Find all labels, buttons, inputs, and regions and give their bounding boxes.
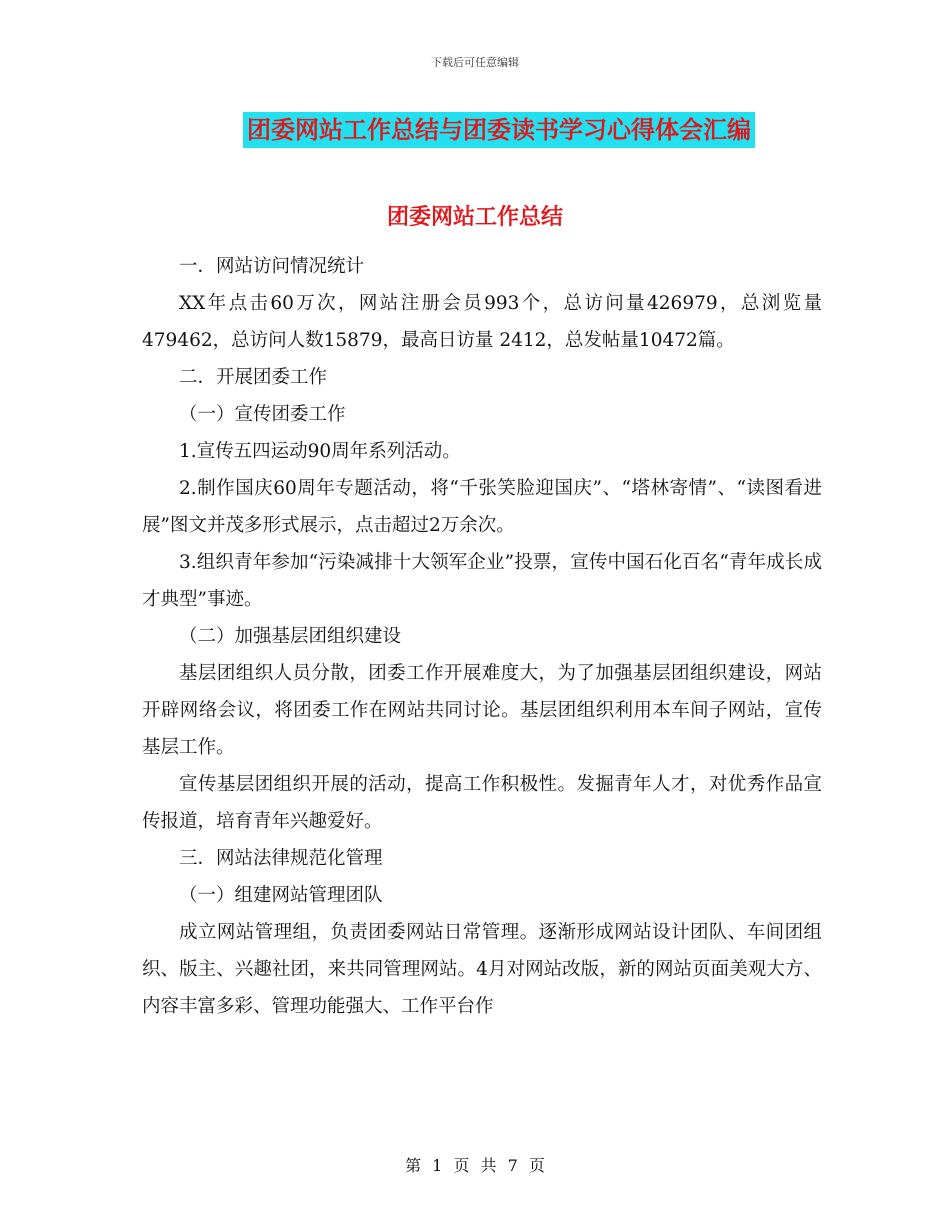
body-text [142, 248, 822, 1025]
list-item: 2.制作国庆60周年专题活动，将“千张笑脸迎国庆”、“塔林寄情”、“读图看进展”图文并茂多形式展示，点击超过2万余次。 [142, 478, 822, 536]
header-note: 下载后可任意编辑 [431, 56, 519, 69]
main-title-wrap [0, 112, 950, 148]
paragraph: 宣传基层团组织开展的活动，提高工作积极性。发掘青年人才，对优秀作品宣传报道，培育青年兴趣爱好。 [142, 774, 822, 832]
heading-1: 一．网站访问情况统计 [179, 256, 365, 277]
heading-3: 三．网站法律规范化管理 [179, 848, 383, 869]
page-footer: 第 1 页 共 7 页 [405, 1156, 545, 1175]
subheading: （二）加强基层团组织建设 [179, 626, 402, 647]
section-title: 团委网站工作总结 [386, 205, 563, 230]
paragraph: 成立网站管理组，负责团委网站日常管理。逐渐形成网站设计团队、车间团组织、版主、兴趣社团，来共同管理网站。4月对网站改版，新的网站页面美观大方、内容丰富多彩、管理功能强大、工作平台作 [142, 922, 822, 1017]
main-title: 团委网站工作总结与团委读书学习心得体会汇编 [243, 112, 755, 148]
list-item: 3.组织青年参加“污染减排十大领军企业”投票，宣传中国石化百名“青年成长成才典型”事迹。 [142, 552, 822, 610]
heading-2: 二．开展团委工作 [179, 367, 328, 388]
paragraph: XX年点击60万次，网站注册会员993个，总访问量426979，总浏览量 479462，总访问人数15879，最高日访量 2412，总发帖量10472篇。 [142, 293, 822, 351]
paragraph: 基层团组织人员分散，团委工作开展难度大，为了加强基层团组织建设，网站开辟网络会议，将团委工作在网站共同讨论。基层团组织利用本车间子网站，宣传基层工作。 [142, 663, 822, 758]
subheading: （一）组建网站管理团队 [179, 885, 383, 906]
list-item: 1.宣传五四运动90周年系列活动。 [179, 441, 461, 462]
subheading: （一）宣传团委工作 [179, 404, 346, 425]
